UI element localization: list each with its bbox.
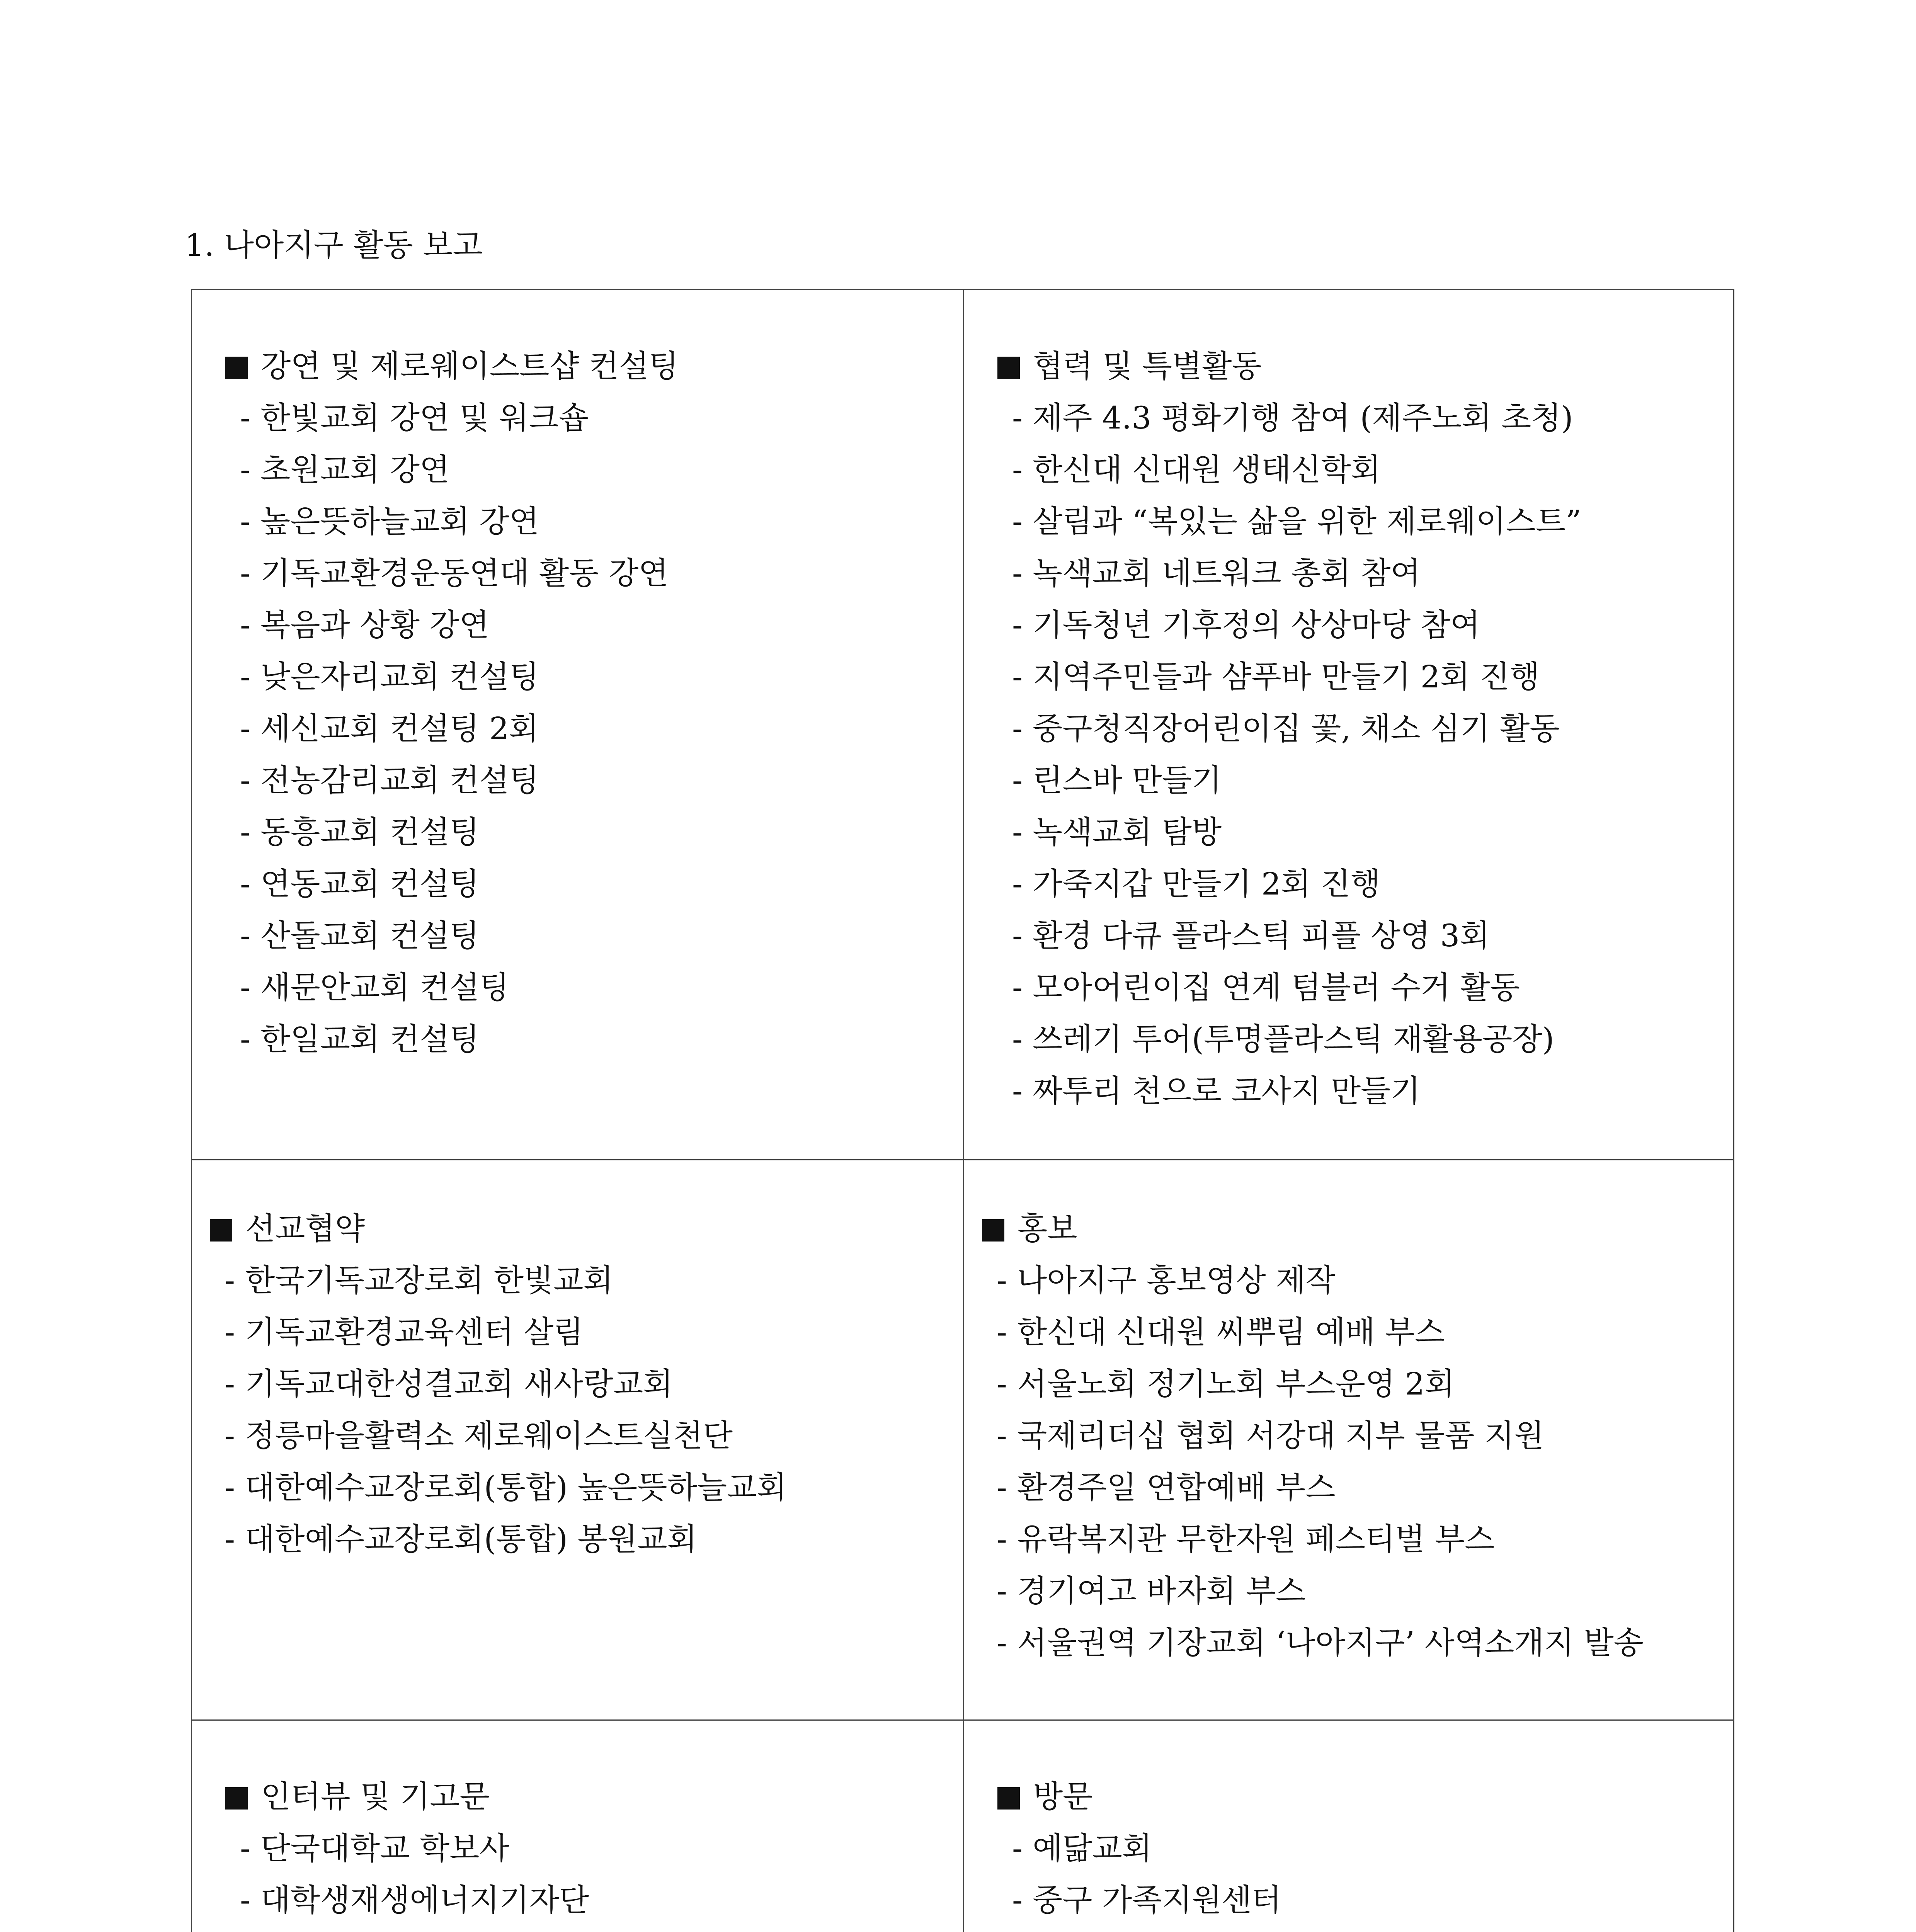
section-cooperation xyxy=(997,340,1581,1117)
list-item xyxy=(225,910,679,962)
list-item-text: 초원교회 강연 xyxy=(260,452,450,488)
table-cell xyxy=(964,1721,1733,1932)
section-promotion xyxy=(982,1203,1644,1669)
list-marker: - xyxy=(240,762,251,798)
list-item-text: 서울노회 정기노회 부스운영 2회 xyxy=(1017,1366,1455,1402)
list-item-text: 대한예수교장로회(통합) 봉원교회 xyxy=(245,1521,697,1557)
list-item xyxy=(997,548,1581,599)
list-item xyxy=(982,1306,1644,1358)
section-title-text: 방문 xyxy=(1033,1779,1093,1815)
list-item xyxy=(997,599,1581,651)
list-marker: - xyxy=(225,1262,235,1298)
section-title xyxy=(225,1771,589,1823)
list-item xyxy=(997,1014,1581,1065)
list-item xyxy=(225,651,679,703)
list-marker: - xyxy=(1012,1882,1023,1918)
list-item xyxy=(982,1462,1644,1514)
list-item xyxy=(997,703,1581,755)
list-marker: - xyxy=(225,1366,235,1402)
section-title-text: 홍보 xyxy=(1018,1211,1077,1247)
list-marker: - xyxy=(997,1366,1007,1402)
table-cell xyxy=(192,1160,964,1721)
list-item-text: 한빛교회 강연 및 워크숍 xyxy=(260,400,589,436)
list-marker: - xyxy=(997,1625,1007,1661)
list-item xyxy=(210,1255,787,1306)
list-item-text: 대한예수교장로회(통합) 높은뜻하늘교회 xyxy=(245,1469,787,1505)
list-item xyxy=(210,1462,787,1514)
list-marker: - xyxy=(240,969,251,1005)
list-marker: - xyxy=(1012,452,1023,488)
table-cell xyxy=(192,290,964,1160)
list-item-text: 서울권역 기장교회 ‘나아지구’ 사역소개지 발송 xyxy=(1017,1625,1644,1661)
section-title-text: 협력 및 특별활동 xyxy=(1033,348,1262,384)
list-item xyxy=(225,755,679,806)
table-cell xyxy=(964,290,1733,1160)
list-item-text: 살림과 “복있는 삶을 위한 제로웨이스트” xyxy=(1033,503,1582,539)
list-marker: - xyxy=(1012,969,1023,1005)
list-item-text: 녹색교회 탐방 xyxy=(1033,814,1222,850)
list-item-text: 중구청직장어린이집 꽃, 채소 심기 활동 xyxy=(1033,711,1560,747)
section-interviews xyxy=(225,1771,589,1932)
list-item-text: 한신대 신대원 생태신학회 xyxy=(1033,452,1381,488)
list-marker: - xyxy=(1012,1021,1023,1057)
list-item xyxy=(225,548,679,599)
list-item xyxy=(210,1306,787,1358)
list-item-text: 정릉마을활력소 제로웨이스트실천단 xyxy=(245,1418,733,1454)
list-item-text: 연동교회 컨설팅 xyxy=(260,866,480,902)
list-marker: - xyxy=(1012,503,1023,539)
list-item xyxy=(997,755,1581,806)
list-marker: - xyxy=(1012,762,1023,798)
list-marker: - xyxy=(225,1314,235,1350)
list-item-text: 중구 가족지원센터 xyxy=(1033,1882,1281,1918)
list-item-text: 국제리더십 협회 서강대 지부 물품 지원 xyxy=(1017,1418,1544,1454)
section-title xyxy=(225,340,679,392)
page-heading: 1. 나아지구 활동 보고 xyxy=(185,227,483,263)
section-title-text: 강연 및 제로웨이스트샵 컨설팅 xyxy=(261,348,679,384)
list-item-text: 기독교대한성결교회 새사랑교회 xyxy=(245,1366,673,1402)
list-marker: - xyxy=(240,555,251,591)
section-title-text: 선교협약 xyxy=(245,1211,365,1247)
section-lectures xyxy=(225,340,679,1065)
section-title xyxy=(997,340,1581,392)
section-mission-agreements xyxy=(210,1203,787,1565)
list-marker: - xyxy=(225,1469,235,1505)
list-marker: - xyxy=(1012,1073,1023,1109)
list-item xyxy=(997,496,1581,548)
list-item-text: 동흥교회 컨설팅 xyxy=(260,814,480,850)
list-item-text: 높은뜻하늘교회 강연 xyxy=(260,503,539,539)
list-item-text: 짜투리 천으로 코사지 만들기 xyxy=(1033,1073,1421,1109)
list-item-text: 전농감리교회 컨설팅 xyxy=(260,762,539,798)
list-item-text: 유락복지관 무한자원 페스티벌 부스 xyxy=(1017,1521,1495,1557)
list-marker: - xyxy=(1012,1830,1023,1866)
list-item-text: 환경 다큐 플라스틱 피플 상영 3회 xyxy=(1033,918,1490,954)
list-marker: - xyxy=(1012,555,1023,591)
list-item-text: 세신교회 컨설팅 2회 xyxy=(260,711,539,747)
square-bullet-icon xyxy=(997,1787,1020,1810)
list-marker: - xyxy=(1012,607,1023,643)
list-item xyxy=(982,1410,1644,1462)
list-item-text: 지역주민들과 샴푸바 만들기 2회 진행 xyxy=(1033,659,1540,695)
list-item-text: 가죽지갑 만들기 2회 진행 xyxy=(1033,866,1381,902)
list-item-text: 나아지구 홍보영상 제작 xyxy=(1017,1262,1336,1298)
list-marker: - xyxy=(1012,866,1023,902)
list-item xyxy=(225,599,679,651)
list-marker: - xyxy=(240,1830,251,1866)
list-item xyxy=(225,444,679,496)
square-bullet-icon xyxy=(210,1219,232,1242)
square-bullet-icon xyxy=(225,1787,248,1810)
list-marker: - xyxy=(225,1521,235,1557)
section-title xyxy=(997,1771,1371,1823)
list-marker: - xyxy=(240,607,251,643)
list-marker: - xyxy=(1012,918,1023,954)
list-marker: - xyxy=(997,1573,1007,1609)
list-item xyxy=(225,858,679,910)
list-marker: - xyxy=(1012,400,1023,436)
list-marker xyxy=(1012,1926,1023,1932)
list-marker: - xyxy=(240,452,251,488)
section-title xyxy=(210,1203,787,1255)
section-visits xyxy=(997,1771,1371,1932)
list-marker: - xyxy=(240,400,251,436)
table-cell xyxy=(192,1721,964,1932)
list-marker: - xyxy=(240,503,251,539)
list-item xyxy=(997,858,1581,910)
list-item-text: 한국기독교장로회 한빛교회 xyxy=(245,1262,613,1298)
list-item-text: 기독청년 기후정의 상상마당 참여 xyxy=(1033,607,1480,643)
list-marker: - xyxy=(240,918,251,954)
list-item xyxy=(210,1358,787,1410)
list-item-text: 환경주일 연합예배 부스 xyxy=(1017,1469,1336,1505)
list-item xyxy=(997,1874,1371,1926)
list-marker: - xyxy=(1012,659,1023,695)
list-item xyxy=(997,444,1581,496)
list-marker: - xyxy=(1012,814,1023,850)
list-marker: - xyxy=(997,1418,1007,1454)
list-item-text: 단국대학교 학보사 xyxy=(260,1830,509,1866)
list-item xyxy=(982,1514,1644,1565)
list-item-text: 기독교환경교육센터 살림 xyxy=(245,1314,584,1350)
list-item-text: 녹색교회 네트워크 총회 참여 xyxy=(1033,555,1421,591)
list-item-text: 예닮교회 xyxy=(1033,1830,1152,1866)
list-item xyxy=(210,1410,787,1462)
list-marker xyxy=(240,1926,250,1932)
list-marker: - xyxy=(240,814,251,850)
list-marker: - xyxy=(997,1521,1007,1557)
list-item xyxy=(997,1926,1371,1932)
list-marker: - xyxy=(997,1314,1007,1350)
list-item-text: 대학생재생에너지기자단 xyxy=(260,1882,589,1918)
list-item xyxy=(997,962,1581,1014)
list-item-text: 기독교환경운동연대 활동 강연 xyxy=(260,555,669,591)
list-marker: - xyxy=(997,1469,1007,1505)
list-marker: - xyxy=(240,659,251,695)
list-item-text: 낮은자리교회 컨설팅 xyxy=(260,659,539,695)
list-marker: - xyxy=(240,1021,251,1057)
list-item xyxy=(225,806,679,858)
list-item xyxy=(225,1823,589,1874)
list-item xyxy=(982,1255,1644,1306)
list-item xyxy=(982,1565,1644,1617)
list-marker: - xyxy=(1012,711,1023,747)
list-marker: - xyxy=(240,711,251,747)
table-cell xyxy=(964,1160,1733,1721)
list-item xyxy=(997,910,1581,962)
list-marker: - xyxy=(225,1418,235,1454)
list-item-text: 모아어린이집 연계 텀블러 수거 활동 xyxy=(1033,969,1520,1005)
list-item xyxy=(225,1926,589,1932)
list-item xyxy=(997,806,1581,858)
list-item-text: 한신대 신대원 씨뿌림 예배 부스 xyxy=(1017,1314,1445,1350)
list-item-text: 복음과 상황 강연 xyxy=(260,607,489,643)
list-item-text: 한일교회 컨설팅 xyxy=(260,1021,480,1057)
section-title-text: 인터뷰 및 기고문 xyxy=(261,1779,490,1815)
list-item xyxy=(225,1874,589,1926)
list-item xyxy=(225,703,679,755)
list-item-text: 쓰레기 투어(투명플라스틱 재활용공장) xyxy=(1033,1021,1554,1057)
list-marker: - xyxy=(240,1882,251,1918)
list-item xyxy=(997,1823,1371,1874)
list-item xyxy=(997,392,1581,444)
list-item xyxy=(997,651,1581,703)
list-item xyxy=(982,1358,1644,1410)
list-item xyxy=(210,1514,787,1565)
list-marker: - xyxy=(997,1262,1007,1298)
activity-report-table xyxy=(191,289,1734,1932)
square-bullet-icon xyxy=(982,1219,1004,1242)
section-title xyxy=(982,1203,1644,1255)
square-bullet-icon xyxy=(225,357,248,379)
list-item-text: 제주 4.3 평화기행 참여 (제주노회 초청) xyxy=(1033,400,1573,436)
list-item-text: 경기여고 바자회 부스 xyxy=(1017,1573,1306,1609)
list-item xyxy=(997,1065,1581,1117)
list-marker: - xyxy=(240,866,251,902)
list-item xyxy=(225,496,679,548)
list-item xyxy=(225,962,679,1014)
list-item-text: 산돌교회 컨설팅 xyxy=(260,918,480,954)
list-item xyxy=(225,1014,679,1065)
square-bullet-icon xyxy=(997,357,1020,379)
list-item-text: 새문안교회 컨설팅 xyxy=(260,969,509,1005)
list-item xyxy=(225,392,679,444)
list-item-text: 린스바 만들기 xyxy=(1033,762,1222,798)
list-item xyxy=(982,1617,1644,1669)
